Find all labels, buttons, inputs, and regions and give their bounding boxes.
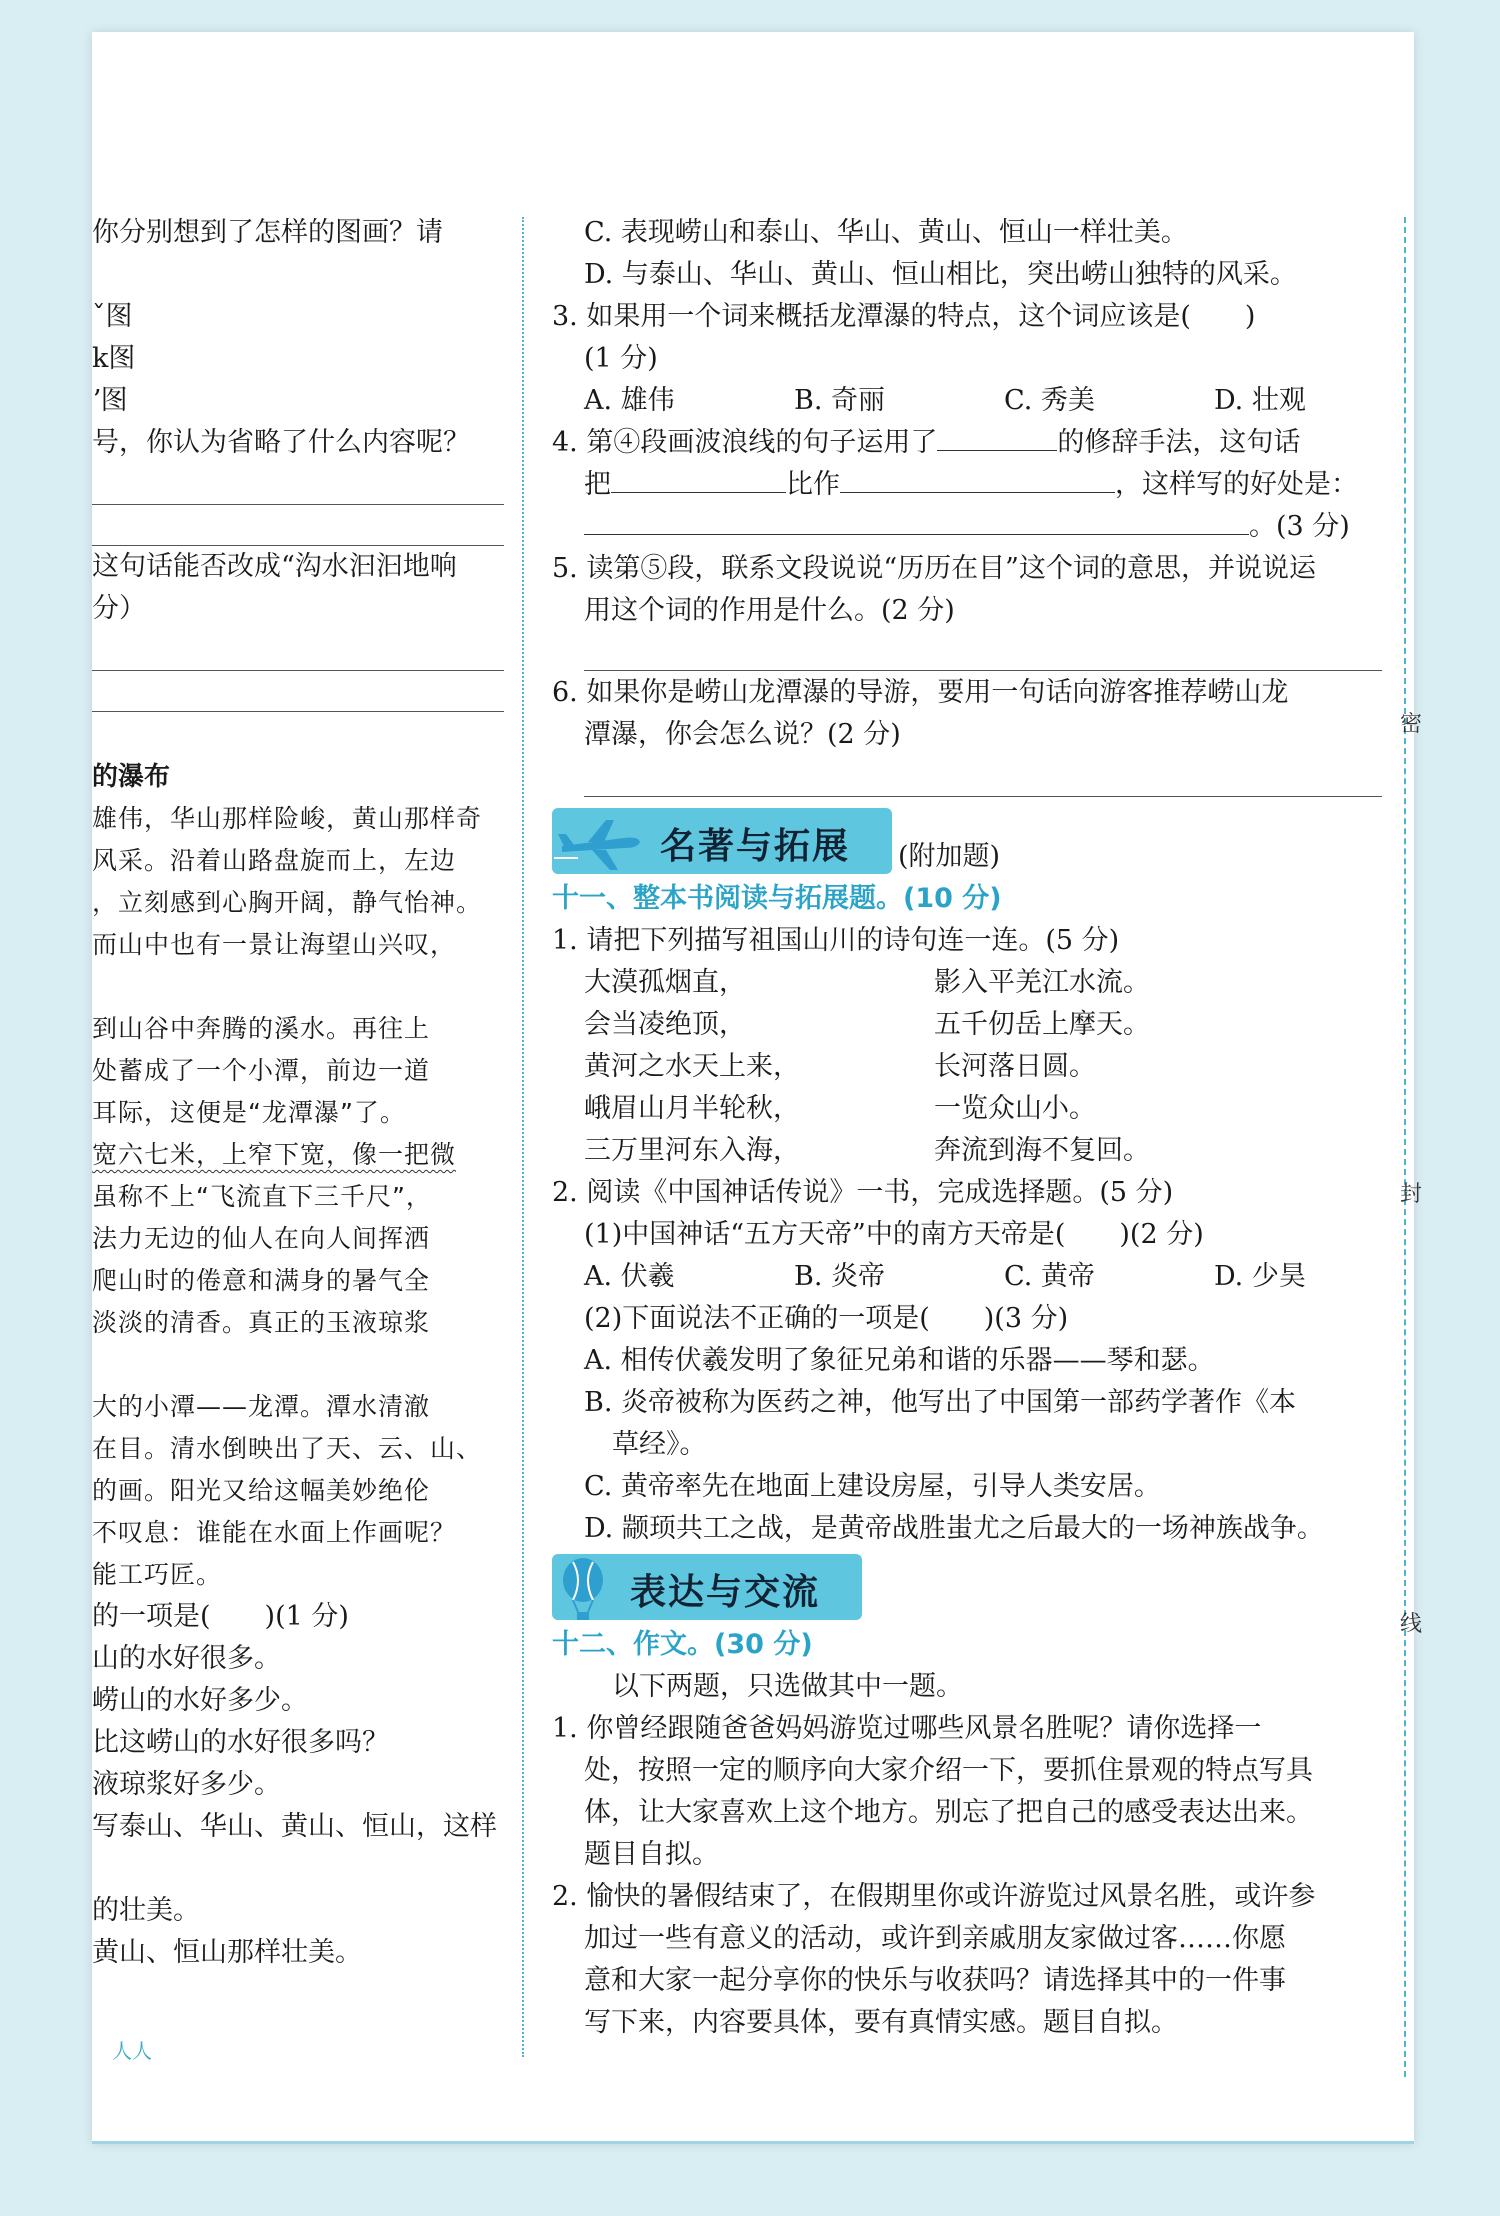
poem-left[interactable]: 黄河之水天上来， bbox=[584, 1051, 800, 1082]
banner-note: (附加题) bbox=[898, 841, 1001, 872]
essay-prompt-2: 写下来，内容要具体，要有真情实感。题目自拟。 bbox=[584, 2007, 1178, 2038]
poem-right[interactable]: 五千仞岳上摩天。 bbox=[934, 1009, 1150, 1040]
passage-line: 耳际，这便是“龙潭瀑”了。 bbox=[92, 1098, 406, 1127]
essay-prompt-1: 题目自拟。 bbox=[584, 1839, 719, 1870]
essay-intro: 以下两题，只选做其中一题。 bbox=[612, 1671, 963, 1702]
passage-line: 大的小潭——龙潭。潭水清澈 bbox=[92, 1392, 431, 1421]
right-column bbox=[552, 212, 1382, 2044]
option-text: 的壮美。 bbox=[92, 1895, 200, 1926]
essay-prompt-1: 体，让大家喜欢上这个地方。别忘了把自己的感受表达出来。 bbox=[584, 1797, 1313, 1828]
passage-title: 的瀑布 bbox=[92, 762, 171, 792]
question-3: 3. 如果用一个词来概括龙潭瀑的特点，这个词应该是( ) bbox=[552, 301, 1256, 332]
list-item: k图 bbox=[92, 343, 136, 374]
passage-line: 雄伟，华山那样险峻，黄山那样奇 bbox=[92, 804, 483, 833]
section-11-heading: 十一、整本书阅读与拓展题。(10 分) bbox=[552, 883, 1002, 914]
question-6: 6. 如果你是崂山龙潭瀑的导游，要用一句话向游客推荐崂山龙 bbox=[552, 677, 1289, 708]
poem-right[interactable]: 奔流到海不复回。 bbox=[934, 1135, 1150, 1166]
option-text: C. 表现崂山和泰山、华山、黄山、恒山一样壮美。 bbox=[584, 217, 1188, 248]
option-a[interactable]: A. 伏羲 bbox=[584, 1261, 675, 1292]
option-b[interactable]: B. 炎帝被称为医药之神，他写出了中国第一部药学著作《本 bbox=[584, 1387, 1297, 1418]
question-4-text: 的修辞手法，这句话 bbox=[1057, 427, 1301, 458]
answer-line[interactable] bbox=[92, 630, 504, 671]
binding-char: 线 bbox=[1400, 1612, 1423, 1637]
option-c[interactable]: C. 黄帝率先在地面上建设房屋，引导人类安居。 bbox=[584, 1471, 1161, 1502]
blank-line bbox=[92, 1848, 504, 1890]
section-banner-classics bbox=[552, 808, 1382, 878]
question-6: 潭瀑，你会怎么说？(2 分) bbox=[584, 719, 901, 750]
passage-line: 能工巧匠。 bbox=[92, 1560, 223, 1589]
poem-right[interactable]: 影入平羌江水流。 bbox=[934, 967, 1150, 998]
question-4 bbox=[552, 422, 1382, 464]
poem-left[interactable]: 会当凌绝顶， bbox=[584, 1009, 746, 1040]
answer-line[interactable] bbox=[584, 756, 1382, 797]
question-5: 用这个词的作用是什么。(2 分) bbox=[584, 595, 955, 626]
passage-line: 爬山时的倦意和满身的暑气全 bbox=[92, 1266, 431, 1295]
essay-prompt-2: 2. 愉快的暑假结束了，在假期里你或许游览过风景名胜，或许参 bbox=[552, 1881, 1316, 1912]
column-divider bbox=[522, 217, 524, 2057]
answer-line[interactable] bbox=[584, 632, 1382, 671]
page-mark: 人人 bbox=[112, 2039, 152, 2063]
poem-right[interactable]: 长河落日圆。 bbox=[934, 1051, 1096, 1082]
poem-pair bbox=[552, 1130, 1382, 1172]
question-11-2-2: (2)下面说法不正确的一项是( )(3 分) bbox=[584, 1303, 1069, 1334]
option-text: 比这崂山的水好很多吗？ bbox=[92, 1727, 389, 1758]
question-11-2-1-options bbox=[552, 1256, 1382, 1298]
binding-char: 密 bbox=[1400, 712, 1423, 737]
list-item: ˇ图 bbox=[92, 301, 133, 332]
poem-pair bbox=[552, 1088, 1382, 1130]
passage-line: 在目。清水倒映出了天、云、山、 bbox=[92, 1434, 483, 1463]
passage-line: 的画。阳光又给这幅美妙绝伦 bbox=[92, 1476, 431, 1505]
question-4-line3 bbox=[552, 506, 1382, 548]
option-text: 崂山的水好多少。 bbox=[92, 1685, 308, 1716]
worksheet-page bbox=[92, 32, 1423, 2144]
section-12-heading: 十二、作文。(30 分) bbox=[552, 1629, 813, 1660]
binding-char: 封 bbox=[1400, 1182, 1423, 1207]
passage-line bbox=[92, 1344, 504, 1386]
poem-left[interactable]: 大漠孤烟直， bbox=[584, 967, 746, 998]
option-d[interactable]: D. 颛顼共工之战，是黄帝战胜蚩尤之后最大的一场神族战争。 bbox=[584, 1513, 1324, 1544]
left-column bbox=[92, 212, 504, 1974]
blank-line bbox=[92, 254, 504, 296]
poem-pair bbox=[552, 1004, 1382, 1046]
passage-line: 不叹息：谁能在水面上作画呢？ bbox=[92, 1518, 457, 1547]
essay-prompt-1: 处，按照一定的顺序向大家介绍一下，要抓住景观的特点写具 bbox=[584, 1755, 1313, 1786]
question-4-text: 比作 bbox=[786, 469, 840, 500]
answer-line[interactable] bbox=[92, 505, 504, 546]
poem-left[interactable]: 三万里河东入海， bbox=[584, 1135, 800, 1166]
airplane-icon bbox=[554, 812, 644, 872]
essay-prompt-2: 加过一些有意义的活动，或许到亲戚朋友家做过客……你愿 bbox=[584, 1923, 1286, 1954]
option-c[interactable]: C. 黄帝 bbox=[1004, 1261, 1095, 1292]
question-text: 分） bbox=[92, 593, 146, 624]
option-a[interactable]: A. 雄伟 bbox=[584, 385, 675, 416]
question-text: 号，你认为省略了什么内容呢？ bbox=[92, 427, 470, 458]
poem-left[interactable]: 峨眉山月半轮秋， bbox=[584, 1093, 800, 1124]
question-text: 写泰山、华山、黄山、恒山，这样 bbox=[92, 1811, 497, 1842]
question-3-score: (1 分) bbox=[584, 343, 658, 374]
option-b[interactable]: B. 奇丽 bbox=[794, 385, 886, 416]
passage-line: 淡淡的清香。真正的玉液琼浆 bbox=[92, 1308, 431, 1337]
blank-line bbox=[92, 712, 504, 756]
question-text: 的一项是( )(1 分) bbox=[92, 1601, 349, 1632]
poem-pair bbox=[552, 962, 1382, 1004]
question-11-1: 1. 请把下列描写祖国山川的诗句连一连。(5 分) bbox=[552, 925, 1120, 956]
banner-title: 名著与拓展 bbox=[660, 826, 851, 867]
answer-blank[interactable] bbox=[937, 424, 1057, 451]
question-4-line2 bbox=[552, 464, 1382, 506]
question-4-text: 把 bbox=[584, 469, 611, 500]
answer-line[interactable] bbox=[92, 464, 504, 505]
question-text: 这句话能否改成“沟水汩汩地响 bbox=[92, 551, 457, 582]
binding-line bbox=[1404, 217, 1406, 2077]
essay-prompt-1: 1. 你曾经跟随爸爸妈妈游览过哪些风景名胜呢？请你选择一 bbox=[552, 1713, 1262, 1744]
passage-line: 宽六七米，上窄下宽，像一把微 bbox=[92, 1140, 457, 1169]
passage-line: 到山谷中奔腾的溪水。再往上 bbox=[92, 1014, 431, 1043]
passage-line: 法力无边的仙人在向人间挥洒 bbox=[92, 1224, 431, 1253]
answer-blank[interactable] bbox=[584, 508, 1249, 535]
passage-line: ，立刻感到心胸开阔，静气怡神。 bbox=[92, 888, 483, 917]
essay-prompt-2: 意和大家一起分享你的快乐与收获吗？请选择其中的一件事 bbox=[584, 1965, 1286, 1996]
question-3-options bbox=[552, 380, 1382, 422]
passage-line: 虽称不上“飞流直下三千尺”， bbox=[92, 1182, 432, 1211]
question-4-text: 4. 第④段画波浪线的句子运用了 bbox=[552, 427, 938, 458]
question-11-2-1: (1)中国神话“五方天帝”中的南方天帝是( )(2 分) bbox=[584, 1219, 1204, 1250]
option-b[interactable]: B. 炎帝 bbox=[794, 1261, 886, 1292]
option-text: D. 与泰山、华山、黄山、恒山相比，突出崂山独特的风采。 bbox=[584, 259, 1297, 290]
passage-line bbox=[92, 966, 504, 1008]
option-text: 黄山、恒山那样壮美。 bbox=[92, 1937, 362, 1968]
answer-blank[interactable] bbox=[840, 466, 1115, 493]
page-bottom-rule bbox=[92, 2141, 1414, 2144]
hot-air-balloon-icon bbox=[558, 1556, 608, 1622]
question-4-score: 。(3 分) bbox=[1249, 511, 1350, 542]
poem-right[interactable]: 一览众山小。 bbox=[934, 1093, 1096, 1124]
option-text: 液琼浆好多少。 bbox=[92, 1769, 281, 1800]
option-b-cont: 草经》。 bbox=[612, 1429, 707, 1460]
passage-line: 而山中也有一景让海望山兴叹， bbox=[92, 930, 457, 959]
answer-line[interactable] bbox=[92, 671, 504, 712]
answer-blank[interactable] bbox=[611, 466, 786, 493]
banner-title: 表达与交流 bbox=[630, 1572, 821, 1613]
option-c[interactable]: C. 秀美 bbox=[1004, 385, 1095, 416]
option-d[interactable]: D. 少昊 bbox=[1214, 1261, 1306, 1292]
question-text: 你分别想到了怎样的图画？请 bbox=[92, 217, 443, 248]
poem-pair bbox=[552, 1046, 1382, 1088]
option-text: 山的水好很多。 bbox=[92, 1643, 281, 1674]
passage-line: 风采。沿着山路盘旋而上，左边 bbox=[92, 846, 457, 875]
passage-line: 处蓄成了一个小潭，前边一道 bbox=[92, 1056, 431, 1085]
option-a[interactable]: A. 相传伏羲发明了象征兄弟和谐的乐器——琴和瑟。 bbox=[584, 1345, 1215, 1376]
question-5: 5. 读第⑤段，联系文段说说“历历在目”这个词的意思，并说说运 bbox=[552, 553, 1316, 584]
section-banner-expression bbox=[552, 1554, 1382, 1624]
question-11-2: 2. 阅读《中国神话传说》一书，完成选择题。(5 分) bbox=[552, 1177, 1174, 1208]
question-4-text: ，这样写的好处是： bbox=[1115, 469, 1358, 500]
option-d[interactable]: D. 壮观 bbox=[1214, 385, 1306, 416]
list-item: ʼ图 bbox=[92, 385, 128, 416]
